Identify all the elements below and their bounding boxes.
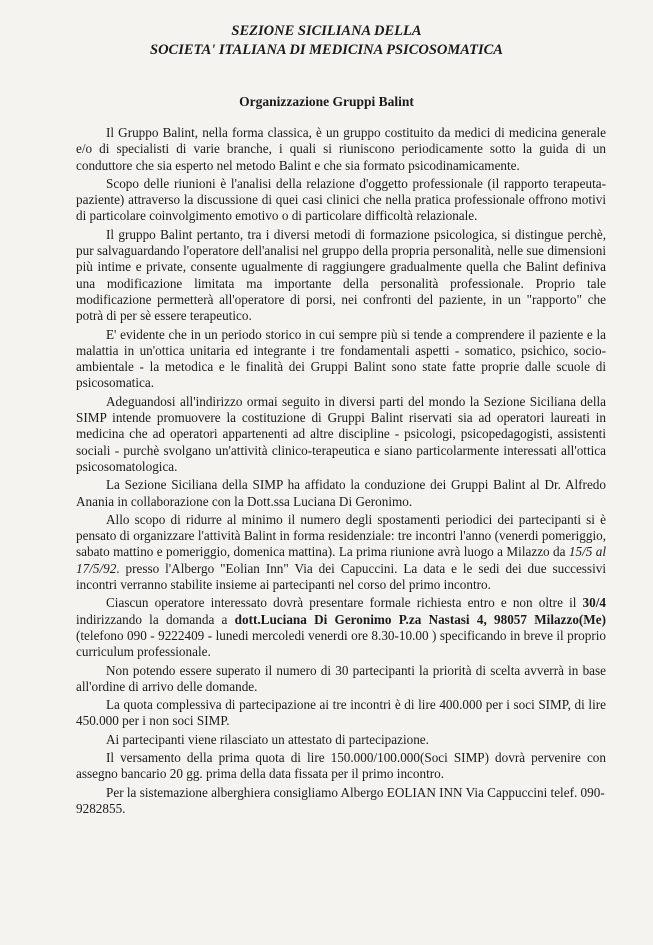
contact-address: dott.Luciana Di Geronimo P.za Nastasi 4, 98057 Milazzo(Me) — [234, 611, 606, 627]
document-body — [76, 125, 606, 819]
paragraph-7 — [76, 512, 606, 593]
document-header — [0, 22, 653, 60]
deadline-date: 30/4 — [582, 595, 606, 611]
paragraph-3: Il gruppo Balint pertanto, tra i diversi metodi di formazione psicologica, si distingue perchè, pur salvaguardando l'operatore dell'analisi nel gruppo della propria personalità, nelle sue dimensioni più intime e private, consente ugualmente di raggiungere gradualmente quella che Balint definiva una modificazione limitata ma importante della personalità professionale. Proprio tale modificazione permetterà all'operatore di porsi, nei confronti del paziente, in un "rapporto" che potrà di per sè essere terapeutico. — [76, 226, 606, 324]
paragraph-13: Per la sistemazione alberghiera consigliamo Albergo EOLIAN INN Via Cappuccini telef. 090-9282855. — [76, 784, 605, 816]
header-line-1: SEZIONE SICILIANA DELLA — [231, 23, 422, 39]
paragraph-7-text-a: Allo scopo di ridurre al minimo il numero degli spostamenti periodici dei partecipanti si è pensato di organizzare l'attività Balint in forma residenziale: tre incontri l'anno (venerdi pomeriggio, sabato mattino e pomeriggio, domenica mattina). La prima riunione avrà luogo a Milazzo da — [76, 511, 606, 560]
paragraph-8 — [76, 595, 606, 660]
paragraph-10: La quota complessiva di partecipazione ai tre incontri è di lire 400.000 per i soci SIMP, di lire 450.000 per i non soci SIMP. — [76, 697, 606, 729]
paragraph-12: Il versamento della prima quota di lire 150.000/100.000(Soci SIMP) dovrà pervenire con assegno bancario 20 gg. prima della data fissata per il primo incontro. — [76, 749, 606, 782]
meeting-dates: 15/5 al 17/5/92 — [76, 544, 606, 576]
paragraph-8-text-a: Ciascun operatore interessato dovrà presentare formale richiesta entro e non oltre il — [106, 595, 583, 611]
paragraph-9: Non potendo essere superato il numero di 30 partecipanti la priorità di scelta avverrà in base all'ordine di arrivo delle domande. — [76, 662, 606, 694]
document-title: Organizzazione Gruppi Balint — [239, 94, 414, 109]
paragraph-4: E' evidente che in un periodo storico in cui sempre più si tende a comprendere il paziente e la malattia in un'ottica unitaria ed integrante i tre fondamentali aspetti - somatico, psichico, socio-ambientale - la metodica e le finalità dei Gruppi Balint sono state fatte proprie dalle scuole di psicosomatica. — [76, 326, 606, 391]
paragraph-5: Adeguandosi all'indirizzo ormai seguito in diversi parti del mondo la Sezione Siciliana della SIMP intende promuovere la costituzione di Gruppi Balint riservati sia ad operatori laureati in medicina che ad operatori appartenenti ad altre discipline - psicologi, psicopedagogisti, assistenti sociali - purchè svolgano un'attività clinico-terapeutica e siano particolarmente interessati all'ottica psicosomatologica. — [76, 393, 606, 474]
paragraph-8-text-c: (telefono 090 - 9222409 - lunedi mercoledi venerdi ore 8.30-10.00 ) specificando in breve il proprio curriculum professionale. — [76, 627, 606, 660]
paragraph-8-text-b: indirizzando la domanda a — [76, 611, 235, 627]
paragraph-2: Scopo delle riunioni è l'analisi della relazione d'oggetto professionale (il rapporto terapeuta-paziente) attraverso la discussione di quei casi clinici che nella pratica professionale offrono motivi di particolare coinvolgimento emotivo o di particolare difficoltà relazionale. — [76, 175, 606, 224]
paragraph-6: La Sezione Siciliana della SIMP ha affidato la conduzione dei Gruppi Balint al Dr. Alfredo Anania in collaborazione con la Dott.ssa Luciana Di Geronimo. — [76, 477, 606, 509]
paragraph-7-text-b: . presso l'Albergo "Eolian Inn" Via dei Capuccini. La data e le sedi dei due successivi incontri verranno stabilite insieme ai partecipanti nel corso del primo incontro. — [76, 560, 606, 593]
header-line-2: SOCIETA' ITALIANA DI MEDICINA PSICOSOMATICA — [150, 42, 503, 58]
paragraph-11: Ai partecipanti viene rilasciato un attestato di partecipazione. — [106, 731, 429, 747]
paragraph-1: Il Gruppo Balint, nella forma classica, è un gruppo costituito da medici di medicina generale e/o di specialisti di varie branche, i quali si riuniscono periodicamente sotto la guida di un conduttore che sia esperto nel metodo Balint e che sia formato psicodinamicamente. — [76, 125, 606, 173]
